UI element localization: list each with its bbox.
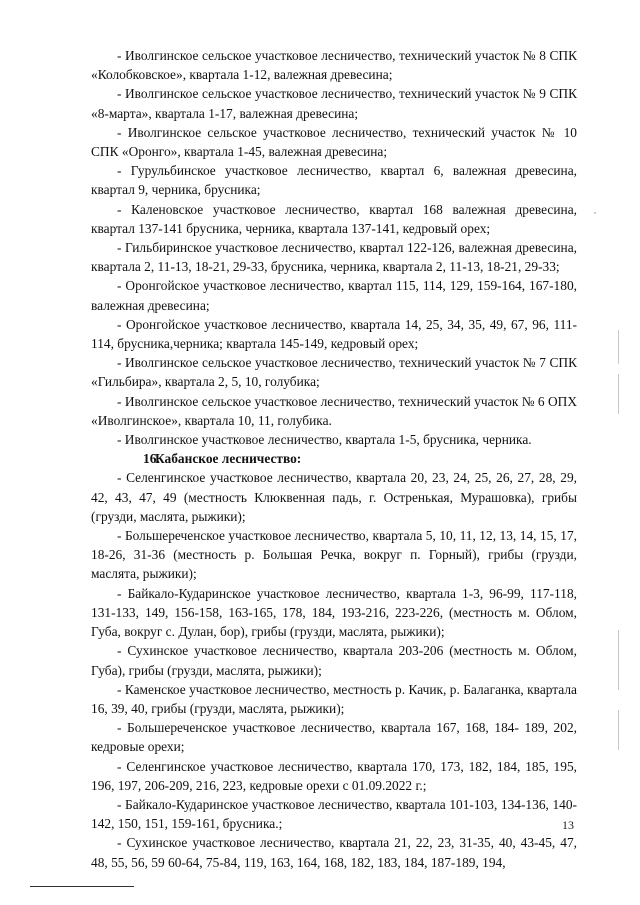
list-item: - Байкало-Кударинское участковое лесничество, квартала 101-103, 134-136, 140-142, 150, 151, 159-161, брусника.; bbox=[91, 796, 577, 832]
section-title: Кабанское лесничество: bbox=[155, 451, 302, 467]
list-item: - Сухинское участковое лесничество, квартала 203-206 (местность м. Облом, Губа), грибы (грузди, маслята, рыжики); bbox=[91, 643, 577, 678]
list-item: - Иволгинское сельское участковое лесничество, технический участок № 10 СПК «Оронго», квартала 1-45, валежная древесина; bbox=[91, 124, 577, 160]
list-item: - Иволгинское сельское участковое лесничество, технический участок № 9 СПК «8-марта», квартала 1-17, валежная древесина; bbox=[91, 86, 577, 121]
section-number: 16. bbox=[143, 451, 160, 467]
section-heading bbox=[91, 449, 577, 468]
list-item: - Иволгинское сельское участковое лесничество, технический участок № 7 СПК «Гильбира», квартала 2, 5, 10, голубика; bbox=[91, 355, 577, 390]
list-item: - Каленовское участковое лесничество, квартал 168 валежная древесина, квартал 137-141 брусника, черника, квартала 137-141, кедровый орех; bbox=[91, 201, 577, 236]
scan-speck bbox=[594, 212, 596, 214]
list-item: - Гурульбинское участковое лесничество, квартал 6, валежная древесина, квартал 9, черника, брусника; bbox=[91, 163, 577, 198]
page-number: 13 bbox=[562, 818, 574, 832]
list-item: - Сухинское участковое лесничество, квартала 21, 22, 23, 31-35, 40, 43-45, 47, 48, 55, 56, 59 60-64, 75-84, 119, 163, 164, 168, 182, 183, 184, 187-189, 194, bbox=[91, 835, 577, 870]
list-item: - Селенгинское участковое лесничество, квартала 20, 23, 24, 25, 26, 27, 28, 29, 42, 43, 47, 49 (местность Клюквенная падь, г. Остренькая, Мурашовка), грибы (грузди, маслята, рыжики); bbox=[91, 470, 577, 524]
list-item: - Каменское участковое лесничество, местность р. Качик, р. Балаганка, квартала 16, 39, 40, грибы (грузди, маслята, рыжики); bbox=[91, 681, 577, 716]
list-item: - Иволгинское сельское участковое лесничество, технический участок № 6 ОПХ «Иволгинское», квартала 10, 11, голубика. bbox=[91, 393, 577, 428]
page-content bbox=[91, 46, 577, 872]
list-item: - Большереченское участковое лесничество, квартала 5, 10, 11, 12, 13, 14, 15, 17, 18-26, 31-36 (местность р. Большая Речка, вокруг п. Горный), грибы (грузди, маслята, рыжики); bbox=[91, 528, 577, 582]
footnote-separator bbox=[30, 886, 134, 887]
list-item: - Оронгойское участковое лесничество, квартала 14, 25, 34, 35, 49, 67, 96, 111-114, брусника,черника; квартала 145-149, кедровый орех; bbox=[91, 316, 577, 352]
list-item: - Оронгойское участковое лесничество, квартал 115, 114, 129, 159-164, 167-180, валежная древесина; bbox=[91, 278, 577, 313]
list-item: - Большереченское участковое лесничество, квартала 167, 168, 184- 189, 202, кедровые орехи; bbox=[91, 720, 577, 755]
list-item: - Байкало-Кударинское участковое лесничество, квартала 1-3, 96-99, 117-118, 131-133, 149, 156-158, 163-165, 178, 184, 193-216, 223-226, (местность м. Облом, Губа, вокруг с. Дулан, бор), грибы (грузди, маслята, рыжики); bbox=[91, 585, 577, 640]
list-item: - Иволгинское участковое лесничество, квартала 1-5, брусника, черника. bbox=[117, 432, 532, 448]
scan-margin-marks bbox=[618, 330, 622, 750]
list-item: - Гильбиринское участковое лесничество, квартал 122-126, валежная древесина, квартала 2, 11-13, 18-21, 29-33, брусника, черника, квартала 2, 11-13, 18-21, 29-33; bbox=[91, 240, 577, 275]
list-item: - Селенгинское участковое лесничество, квартала 170, 173, 182, 184, 185, 195, 196, 197, 206-209, 216, 223, кедровые орехи с 01.09.2022 г.; bbox=[91, 758, 577, 793]
list-item: - Иволгинское сельское участковое лесничество, технический участок № 8 СПК «Колобковское», квартала 1-12, валежная древесина; bbox=[91, 48, 577, 83]
